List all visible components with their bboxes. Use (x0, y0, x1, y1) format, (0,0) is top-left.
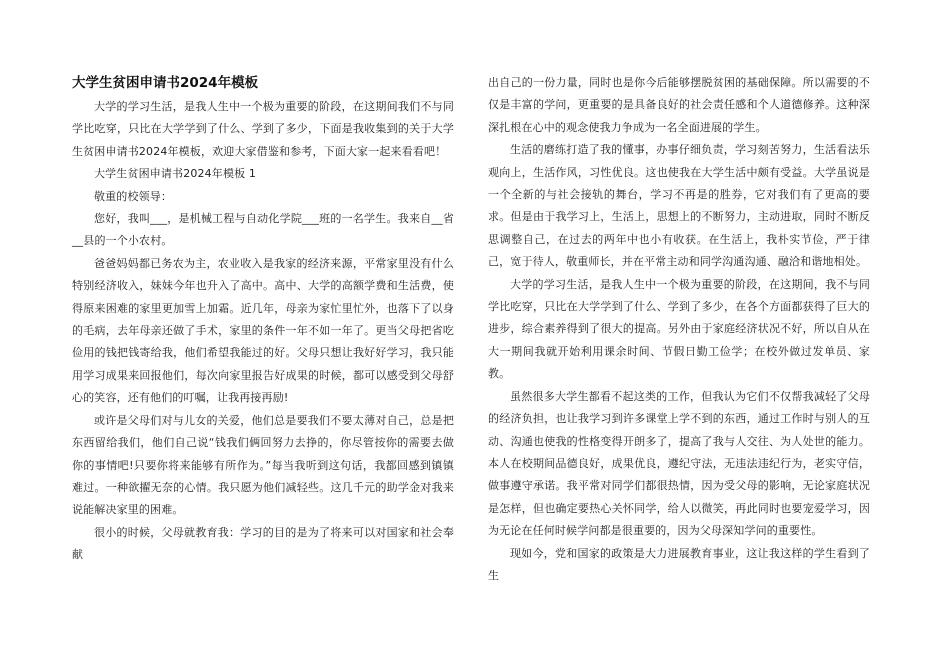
self-introduction-paragraph: 您好，我叫___，是机械工程与自动化学院___班的一名学生。我来自__省__县的一个小农村。 (72, 212, 454, 248)
family-situation-paragraph: 爸爸妈妈都已务农为主，农业收入是我家的经济来源，平常家里没有什么特别经济收入，妹妹今年也升入了高中。高中、大学的高额学费和生活费，使得原来困难的家里更加雪上加霜。近几年，母亲为家忙里忙外，也落下了以身的毛病，去年母亲还做了手术，家里的条件一年不如一年了。更当父母把省吃俭用的钱把钱寄给我，他们希望我能过的好。父母只想让我好好学习，我只能用学习成果来回报他们，每次向家里报告好成果的时候，都可以感受到父母舒心的笑容，还有他们的叮嘱，让我再接再励! (72, 256, 454, 405)
template-heading: 大学生贫困申请书2024年模板 1 (94, 167, 257, 181)
childhood-education-paragraph: 很小的时候，父母就教育我：学习的目的是为了将来可以对国家和社会奉献 (72, 525, 454, 562)
left-column (72, 72, 454, 567)
salutation: 敬重的校领导： (94, 189, 173, 203)
part-time-work-paragraph: 虽然很多大学生都看不起这类的工作，但我认为它们不仅帮我减轻了父母的经济负担，也让我学习到许多课堂上学不到的东西，通过工作时与别人的互动、沟通也使我的性格变得开朗多了，提高了我与人交往、为人处世的能力。本人在校期间品德良好，成果优良，遵纪守法，无违法违纪行为，老实守信，做事遵守承诺。我平常对同学们都很热情，因为受父母的影响，无论家庭状况是怎样，但也确定要热心关怀同学，给人以微笑，再此同时也要宠爱学习，因为无论在任何时候学问都是很重要的，因为父母深知学问的重要性。 (488, 389, 870, 538)
right-column (488, 72, 870, 587)
continued-paragraph: 出自己的一份力量，同时也是你今后能够摆脱贫困的基础保障。所以需要的不仅是丰富的学问，更重要的是具备良好的社会责任感和个人道德修养。这种深深扎根在心中的观念使我力争成为一名全面进展的学生。 (488, 76, 870, 134)
policy-paragraph: 现如今，党和国家的政策是大力进展教育事业，这让我这样的学生看到了生 (488, 546, 870, 582)
intro-paragraph: 大学的学习生活，是我人生中一个极为重要的阶段，在这期间我们不与同学比吃穿，只比在大学学到了什么、学到了多少，下面是我收集到的关于大学生贫困申请书2024年模板，欢迎大家借鉴和参考，下面大家一起来看看吧！ (72, 100, 454, 158)
life-experience-paragraph: 生活的磨练打造了我的懂事，办事仔细负责，学习刻苦努力，生活看法乐观向上，生活作风，习性优良。这也使我在大学生活中颇有受益。大学虽说是一个全新的与社会接轨的舞台，学习不再是的胜券，它对我们有了更高的要求。但是由于我学习上，生活上，思想上的不断努力，主动进取，同时不断反思调整自己，在过去的两年中也小有收获。在生活上，我朴实节俭，严于律己，宽于待人，敬重师长，并在平常主动和同学沟通沟通、融洽和谐地相处。 (488, 143, 870, 269)
document-title: 大学生贫困申请书2024年模板 (72, 75, 259, 91)
university-study-paragraph: 大学的学习生活，是我人生中一个极为重要的阶段，在这期间，我不与同学比吃穿，只比在大学学到了什么、学到了多少，在各个方面都获得了巨大的进步，综合素养得到了很大的提高。另外由于家庭经济状况不好，所以自从在大一期间我就开始利用课余时间、节假日勤工俭学；在校外做过发单员、家教。 (488, 277, 870, 381)
parents-care-paragraph: 或许是父母们对与儿女的关爱，他们总是要我们不要太薄对自己，总是把东西留给我们，他们自己说“钱我们俩回努力去挣的，你尽管按你的需要去做你的事情吧!只要你将来能够有所作为。”每当我听到这句话，我都回感到镇镇难过。一种欲擢无奈的心情。我只愿为他们减轻些。这几千元的助学金对我来说能解决家里的困难。 (72, 413, 454, 517)
